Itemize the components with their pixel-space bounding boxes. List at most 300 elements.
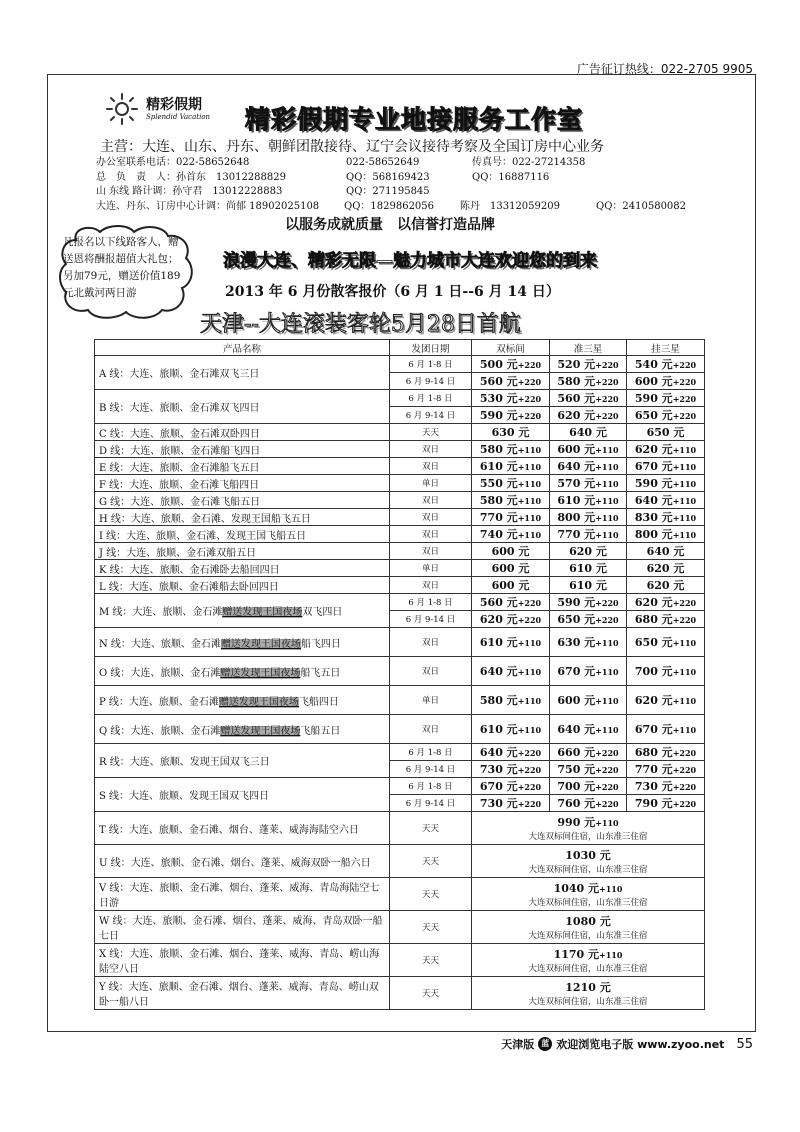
price-extra: +220 bbox=[672, 765, 697, 775]
table-header-row bbox=[95, 340, 705, 356]
price-value: 770 元 bbox=[634, 763, 673, 776]
price-cell bbox=[627, 373, 705, 390]
price-extra: +220 bbox=[517, 360, 542, 370]
departure-date: 天天 bbox=[390, 944, 472, 977]
product-name: J 线：大连、旅顺、金石滩双船五日 bbox=[95, 543, 390, 560]
price-extra: +110 bbox=[595, 818, 619, 828]
price-extra: +110 bbox=[672, 513, 697, 523]
price-extra: +110 bbox=[517, 725, 542, 735]
price-value: 620 元 bbox=[557, 409, 596, 422]
highlight-text: 赠送发现王国夜场 bbox=[222, 607, 303, 618]
contact-cell: QQ：1829862056 bbox=[344, 200, 435, 212]
price-extra: +220 bbox=[672, 377, 697, 387]
accommodation-note: 大连双标间住宿，山东准三住宿 bbox=[528, 964, 648, 974]
contact-row bbox=[96, 171, 746, 186]
price-extra: +220 bbox=[595, 748, 619, 758]
departure-date: 天天 bbox=[390, 977, 472, 1010]
price-extra: +220 bbox=[595, 360, 619, 370]
price-extra: +220 bbox=[595, 615, 619, 625]
accommodation-note: 大连双标间住宿，山东准三住宿 bbox=[528, 997, 648, 1007]
contact-row bbox=[96, 200, 746, 215]
product-name: G 线：大连、旅顺、金石滩飞船五日 bbox=[95, 492, 390, 509]
price-cell bbox=[472, 657, 550, 686]
price-cell bbox=[627, 778, 705, 795]
price-extra: +110 bbox=[672, 667, 697, 677]
price-extra: +110 bbox=[599, 950, 623, 960]
merged-price-cell bbox=[472, 944, 705, 977]
product-name bbox=[95, 657, 390, 686]
price-value: 650 元 bbox=[634, 409, 673, 422]
price-extra: +110 bbox=[672, 530, 697, 540]
price-cell bbox=[627, 407, 705, 424]
price-cell bbox=[472, 795, 550, 812]
price-value: 590 元 bbox=[479, 409, 518, 422]
departure-date: 单日 bbox=[390, 560, 472, 577]
price-value: 740 元 bbox=[479, 528, 518, 541]
price-extra: +220 bbox=[672, 748, 697, 758]
price-extra: +220 bbox=[672, 360, 697, 370]
table-header-cell: 准三星 bbox=[550, 340, 627, 356]
product-name: W 线：大连、旅顺、金石滩、烟台、蓬莱、威海、青岛双卧一船七日 bbox=[95, 911, 390, 944]
price-value: 640 元 bbox=[479, 746, 518, 759]
table-row bbox=[95, 475, 705, 492]
merged-price-line bbox=[476, 979, 700, 995]
price-extra: +110 bbox=[595, 462, 619, 472]
price-cell bbox=[550, 373, 627, 390]
price-cell bbox=[627, 761, 705, 778]
price-cell bbox=[550, 560, 627, 577]
price-cell bbox=[550, 458, 627, 475]
table-row bbox=[95, 424, 705, 441]
price-extra: +220 bbox=[595, 782, 619, 792]
edition-badge-icon: 蓝 bbox=[538, 1037, 552, 1051]
price-value: 1080 元 bbox=[565, 915, 611, 928]
departure-date: 天天 bbox=[390, 878, 472, 911]
table-row bbox=[95, 509, 705, 526]
departure-date: 双日 bbox=[390, 577, 472, 594]
price-extra: +220 bbox=[672, 411, 697, 421]
price-extra: +110 bbox=[595, 530, 619, 540]
product-name: U 线：大连、旅顺、金石滩、烟台、蓬莱、威海双卧一船六日 bbox=[95, 845, 390, 878]
product-name-prefix: N 线：大连、旅顺、金石滩 bbox=[99, 638, 221, 650]
price-extra: +110 bbox=[517, 530, 542, 540]
price-value: 610 元 bbox=[569, 579, 607, 592]
departure-date: 6 月 1-8 日 bbox=[390, 778, 472, 795]
price-cell bbox=[627, 526, 705, 543]
product-name: T 线：大连、旅顺、金石滩、烟台、蓬莱、威海海陆空六日 bbox=[95, 812, 390, 845]
product-name-suffix: 双飞四日 bbox=[302, 607, 343, 618]
price-cell bbox=[627, 475, 705, 492]
price-value: 640 元 bbox=[557, 460, 596, 473]
price-value: 560 元 bbox=[479, 596, 518, 609]
price-extra: +110 bbox=[672, 462, 697, 472]
table-row bbox=[95, 977, 705, 1010]
table-row bbox=[95, 812, 705, 845]
table-row bbox=[95, 845, 705, 878]
price-value: 520 元 bbox=[557, 358, 596, 371]
price-cell bbox=[627, 390, 705, 407]
merged-price-line bbox=[476, 913, 700, 929]
price-value: 990 元 bbox=[557, 816, 596, 829]
product-name: F 线：大连、旅顺、金石滩飞船四日 bbox=[95, 475, 390, 492]
price-cell bbox=[472, 526, 550, 543]
table-row bbox=[95, 911, 705, 944]
price-cell bbox=[627, 628, 705, 657]
table-row bbox=[95, 744, 705, 761]
price-cell bbox=[472, 744, 550, 761]
ad-hotline: 广告征订热线：022-2705 9905 bbox=[576, 62, 753, 76]
price-extra: +110 bbox=[672, 479, 697, 489]
price-value: 580 元 bbox=[479, 694, 518, 707]
price-cell bbox=[550, 424, 627, 441]
product-name-prefix: P 线：大连、旅顺、金石滩 bbox=[99, 696, 219, 708]
price-extra: +110 bbox=[517, 638, 542, 648]
price-cell bbox=[550, 715, 627, 744]
price-value: 650 元 bbox=[646, 426, 685, 439]
price-value: 610 元 bbox=[479, 460, 518, 473]
departure-date: 6 月 9-14 日 bbox=[390, 795, 472, 812]
price-value: 610 元 bbox=[479, 636, 518, 649]
price-value: 650 元 bbox=[634, 636, 673, 649]
price-cell bbox=[550, 611, 627, 628]
price-value: 630 元 bbox=[491, 426, 530, 439]
merged-price-line bbox=[476, 946, 700, 962]
price-value: 600 元 bbox=[557, 443, 596, 456]
departure-date: 双日 bbox=[390, 441, 472, 458]
departure-date: 6 月 9-14 日 bbox=[390, 373, 472, 390]
price-extra: +110 bbox=[595, 445, 619, 455]
price-extra: +220 bbox=[517, 411, 542, 421]
price-value: 800 元 bbox=[557, 511, 596, 524]
price-cell bbox=[472, 492, 550, 509]
price-extra: +220 bbox=[517, 765, 542, 775]
product-name: Y 线：大连、旅顺、金石滩、烟台、蓬莱、威海、青岛、崂山双卧一船八日 bbox=[95, 977, 390, 1010]
departure-date: 双日 bbox=[390, 657, 472, 686]
product-name: X 线：大连、旅顺、金石滩、烟台、蓬莱、威海、青岛、崂山海陆空八日 bbox=[95, 944, 390, 977]
table-header-cell: 产品名称 bbox=[95, 340, 390, 356]
price-value: 540 元 bbox=[634, 358, 673, 371]
product-name bbox=[95, 628, 390, 657]
merged-price-cell bbox=[472, 878, 705, 911]
price-cell bbox=[472, 686, 550, 715]
price-cell bbox=[472, 458, 550, 475]
merged-price-cell bbox=[472, 845, 705, 878]
table-row bbox=[95, 944, 705, 977]
price-cell bbox=[550, 744, 627, 761]
table-row bbox=[95, 594, 705, 611]
price-extra: +220 bbox=[517, 598, 542, 608]
table-row bbox=[95, 657, 705, 686]
price-cell bbox=[627, 424, 705, 441]
price-value: 610 元 bbox=[479, 723, 518, 736]
departure-date: 天天 bbox=[390, 845, 472, 878]
contact-cell: 山 东线 路计调：孙守君 13012228883 bbox=[96, 186, 283, 198]
product-name: E 线：大连、旅顺、金石滩船飞五日 bbox=[95, 458, 390, 475]
table-row bbox=[95, 686, 705, 715]
highlight-text: 赠送发现王国夜场 bbox=[220, 667, 301, 679]
price-value: 1170 元 bbox=[553, 948, 600, 961]
main-business: 主营：大连、山东、丹东、朝鲜团散接待、辽宁会议接待考察及全国订房中心业务 bbox=[100, 139, 604, 155]
price-extra: +110 bbox=[517, 479, 542, 489]
table-header-cell: 挂三星 bbox=[627, 340, 705, 356]
contact-block bbox=[96, 156, 746, 214]
quote-title: 2013 年 6 月份散客报价（6 月 1 日--6 月 14 日） bbox=[225, 284, 560, 300]
price-cell bbox=[627, 686, 705, 715]
price-value: 770 元 bbox=[479, 511, 518, 524]
price-cell bbox=[627, 543, 705, 560]
price-value: 500 元 bbox=[479, 358, 518, 371]
table-row bbox=[95, 458, 705, 475]
price-cell bbox=[550, 526, 627, 543]
price-value: 730 元 bbox=[479, 797, 518, 810]
departure-date: 天天 bbox=[390, 911, 472, 944]
price-cell bbox=[550, 407, 627, 424]
contact-row bbox=[96, 185, 746, 200]
price-extra: +110 bbox=[517, 445, 542, 455]
price-cell bbox=[472, 373, 550, 390]
welcome-banner: 浪漫大连、精彩无限—魅力城市大连欢迎您的到来 bbox=[223, 251, 597, 271]
price-value: 530 元 bbox=[479, 392, 518, 405]
price-value: 620 元 bbox=[634, 596, 673, 609]
price-cell bbox=[472, 594, 550, 611]
price-value: 590 元 bbox=[557, 596, 596, 609]
price-cell bbox=[550, 356, 627, 373]
price-cell bbox=[472, 543, 550, 560]
price-value: 730 元 bbox=[479, 763, 518, 776]
price-extra: +220 bbox=[595, 598, 619, 608]
departure-date: 6 月 9-14 日 bbox=[390, 761, 472, 778]
departure-date: 6 月 9-14 日 bbox=[390, 611, 472, 628]
merged-price-cell bbox=[472, 977, 705, 1010]
price-cell bbox=[627, 657, 705, 686]
price-value: 660 元 bbox=[557, 746, 596, 759]
price-cell bbox=[472, 761, 550, 778]
highlight-text: 赠送发现王国夜场 bbox=[220, 725, 301, 737]
logo bbox=[102, 92, 222, 126]
price-table bbox=[94, 339, 705, 1010]
price-value: 640 元 bbox=[569, 426, 607, 439]
price-cell bbox=[627, 795, 705, 812]
table-row bbox=[95, 526, 705, 543]
price-value: 620 元 bbox=[634, 694, 673, 707]
price-extra: +220 bbox=[595, 394, 619, 404]
price-value: 620 元 bbox=[646, 579, 685, 592]
price-cell bbox=[550, 577, 627, 594]
highlight-text: 赠送发现王国夜场 bbox=[220, 638, 301, 650]
price-value: 670 元 bbox=[634, 460, 673, 473]
price-extra: +220 bbox=[672, 615, 697, 625]
price-extra: +110 bbox=[595, 696, 619, 706]
accommodation-note: 大连双标间住宿，山东准三住宿 bbox=[528, 865, 648, 875]
ferry-title: 天津--大连滚装客轮5月28日首航 bbox=[200, 312, 521, 337]
merged-price-line bbox=[476, 847, 700, 863]
price-value: 750 元 bbox=[557, 763, 596, 776]
departure-date: 双日 bbox=[390, 526, 472, 543]
price-cell bbox=[550, 795, 627, 812]
product-name: R 线：大连、旅顺、发现王国双飞三日 bbox=[95, 744, 390, 778]
price-extra: +110 bbox=[599, 884, 623, 894]
price-value: 1210 元 bbox=[565, 981, 611, 994]
price-cell bbox=[627, 458, 705, 475]
price-extra: +110 bbox=[672, 725, 697, 735]
price-value: 1040 元 bbox=[553, 882, 600, 895]
price-cell bbox=[550, 628, 627, 657]
price-cell bbox=[627, 594, 705, 611]
promo-text: 凡报名以下线路客人，赠送恩将酬报超值大礼包；另加79元，赠送价值189元北戴河两日游 bbox=[63, 236, 181, 299]
table-header-cell: 发团日期 bbox=[390, 340, 472, 356]
price-extra: +220 bbox=[517, 799, 542, 809]
price-cell bbox=[472, 715, 550, 744]
price-cell bbox=[472, 441, 550, 458]
price-value: 560 元 bbox=[557, 392, 596, 405]
studio-title: 精彩假期专业地接服务工作室 bbox=[245, 105, 584, 134]
price-cell bbox=[550, 475, 627, 492]
price-value: 620 元 bbox=[646, 562, 685, 575]
product-name bbox=[95, 715, 390, 744]
table-header-cell: 双标间 bbox=[472, 340, 550, 356]
price-cell bbox=[550, 390, 627, 407]
merged-price-line bbox=[476, 880, 700, 896]
product-name-prefix: O 线：大连、旅顺、金石滩 bbox=[99, 667, 221, 679]
price-value: 680 元 bbox=[634, 746, 673, 759]
departure-date: 天天 bbox=[390, 424, 472, 441]
product-name-prefix: M 线：大连、旅顺、金石滩 bbox=[99, 607, 223, 618]
contact-cell: QQ：16887116 bbox=[472, 171, 550, 183]
price-extra: +110 bbox=[517, 496, 542, 506]
price-value: 600 元 bbox=[491, 579, 530, 592]
price-value: 580 元 bbox=[479, 494, 518, 507]
price-extra: +110 bbox=[595, 725, 619, 735]
table-row bbox=[95, 577, 705, 594]
price-cell bbox=[627, 560, 705, 577]
price-extra: +220 bbox=[517, 748, 542, 758]
contact-cell: 传真号：022-27214358 bbox=[472, 157, 586, 168]
price-value: 830 元 bbox=[634, 511, 673, 524]
price-extra: +220 bbox=[595, 799, 619, 809]
table-row bbox=[95, 390, 705, 407]
highlight-text: 赠送发现王国夜场 bbox=[218, 696, 299, 708]
price-cell bbox=[472, 475, 550, 492]
departure-date: 双日 bbox=[390, 458, 472, 475]
price-cell bbox=[550, 657, 627, 686]
price-cell bbox=[550, 543, 627, 560]
departure-date: 单日 bbox=[390, 475, 472, 492]
merged-price-cell bbox=[472, 911, 705, 944]
price-extra: +110 bbox=[517, 696, 542, 706]
price-cell bbox=[550, 441, 627, 458]
page-number: 55 bbox=[736, 1036, 753, 1052]
price-value: 760 元 bbox=[557, 797, 596, 810]
price-value: 790 元 bbox=[634, 797, 673, 810]
price-cell bbox=[627, 715, 705, 744]
product-name-prefix: Q 线：大连、旅顺、金石滩 bbox=[99, 725, 221, 737]
product-name: B 线：大连、旅顺、金石滩双飞四日 bbox=[95, 390, 390, 424]
price-cell bbox=[472, 407, 550, 424]
price-value: 670 元 bbox=[557, 665, 596, 678]
departure-date: 6 月 1-8 日 bbox=[390, 390, 472, 407]
table-row bbox=[95, 878, 705, 911]
price-value: 670 元 bbox=[634, 723, 673, 736]
price-cell bbox=[627, 611, 705, 628]
price-extra: +110 bbox=[672, 496, 697, 506]
departure-date: 双日 bbox=[390, 715, 472, 744]
price-value: 700 元 bbox=[634, 665, 673, 678]
price-value: 700 元 bbox=[557, 780, 596, 793]
price-value: 800 元 bbox=[634, 528, 673, 541]
price-value: 640 元 bbox=[646, 545, 685, 558]
table-row bbox=[95, 441, 705, 458]
product-name-suffix: 飞船五日 bbox=[300, 725, 341, 737]
price-value: 550 元 bbox=[479, 477, 518, 490]
departure-date: 双日 bbox=[390, 543, 472, 560]
price-extra: +220 bbox=[595, 377, 619, 387]
price-cell bbox=[472, 390, 550, 407]
footer-text: 欢迎浏览电子版 www.zyoo.net bbox=[556, 1038, 725, 1051]
product-name bbox=[95, 594, 390, 628]
price-extra: +110 bbox=[595, 638, 619, 648]
price-extra: +110 bbox=[672, 445, 697, 455]
price-cell bbox=[550, 594, 627, 611]
price-cell bbox=[627, 492, 705, 509]
price-cell bbox=[472, 778, 550, 795]
price-value: 1030 元 bbox=[565, 849, 611, 862]
departure-date: 双日 bbox=[390, 628, 472, 657]
contact-cell: 办公室联系电话：022-58652648 bbox=[96, 157, 250, 168]
departure-date: 6 月 1-8 日 bbox=[390, 744, 472, 761]
price-extra: +220 bbox=[517, 615, 542, 625]
price-cell bbox=[550, 761, 627, 778]
price-extra: +110 bbox=[595, 479, 619, 489]
price-value: 600 元 bbox=[491, 562, 530, 575]
price-value: 650 元 bbox=[557, 613, 596, 626]
price-extra: +220 bbox=[595, 411, 619, 421]
departure-date: 6 月 1-8 日 bbox=[390, 356, 472, 373]
product-name-suffix: 飞船四日 bbox=[298, 696, 339, 708]
price-cell bbox=[627, 356, 705, 373]
product-name: H 线：大连、旅顺、金石滩、发现王国船飞五日 bbox=[95, 509, 390, 526]
contact-cell: 大连、丹东、订房中心计调：尚郁 18902025108 bbox=[96, 200, 320, 212]
price-value: 670 元 bbox=[479, 780, 518, 793]
accommodation-note: 大连双标间住宿，山东准三住宿 bbox=[528, 832, 648, 842]
price-value: 580 元 bbox=[557, 375, 596, 388]
price-value: 590 元 bbox=[634, 477, 673, 490]
departure-date: 天天 bbox=[390, 812, 472, 845]
contact-cell: QQ：271195845 bbox=[346, 186, 430, 198]
price-value: 560 元 bbox=[479, 375, 518, 388]
price-value: 600 元 bbox=[557, 694, 596, 707]
price-cell bbox=[627, 577, 705, 594]
price-value: 640 元 bbox=[557, 723, 596, 736]
merged-price-cell bbox=[472, 812, 705, 845]
price-extra: +220 bbox=[672, 782, 697, 792]
price-cell bbox=[472, 560, 550, 577]
price-extra: +220 bbox=[595, 765, 619, 775]
price-extra: +110 bbox=[672, 696, 697, 706]
price-extra: +110 bbox=[595, 496, 619, 506]
product-name: K 线：大连、旅顺、金石滩卧去船回四日 bbox=[95, 560, 390, 577]
table-row bbox=[95, 715, 705, 744]
price-extra: +220 bbox=[517, 394, 542, 404]
price-cell bbox=[472, 356, 550, 373]
price-extra: +110 bbox=[595, 513, 619, 523]
contact-row bbox=[96, 156, 746, 171]
edition-label: 天津版 bbox=[501, 1038, 535, 1051]
table-row bbox=[95, 492, 705, 509]
price-value: 630 元 bbox=[557, 636, 596, 649]
price-extra: +220 bbox=[517, 377, 542, 387]
price-value: 620 元 bbox=[569, 545, 607, 558]
table-row bbox=[95, 356, 705, 373]
